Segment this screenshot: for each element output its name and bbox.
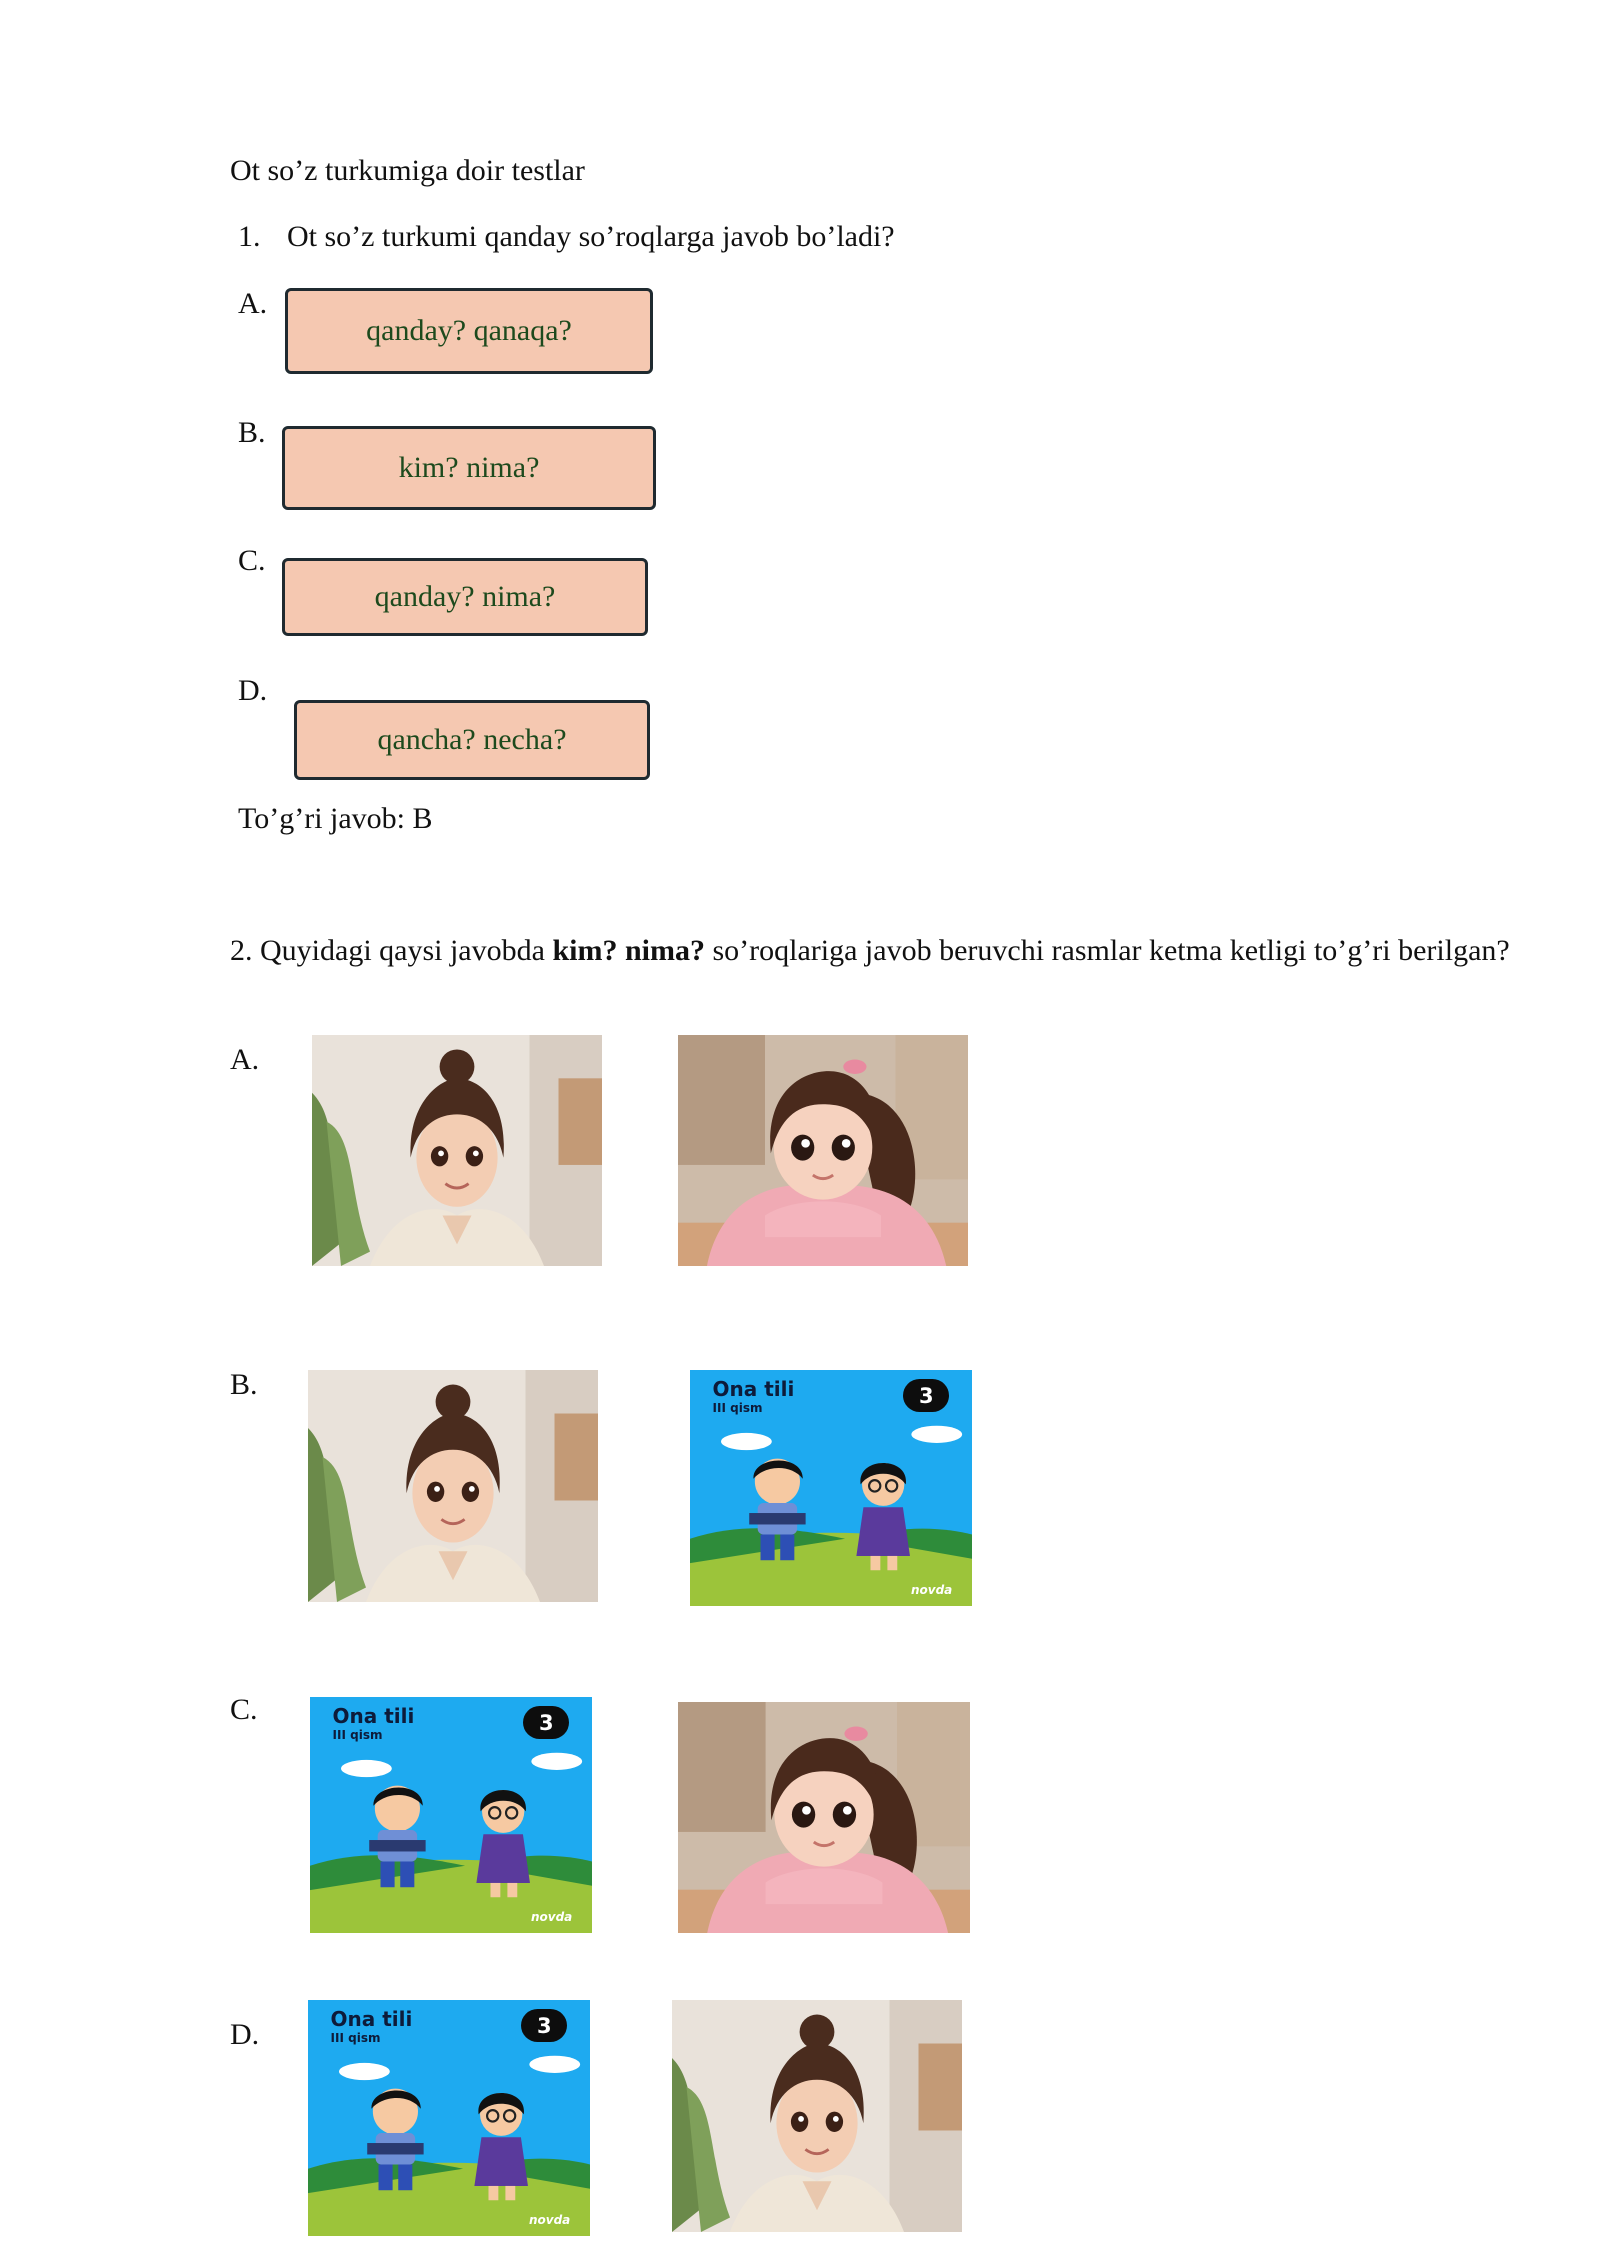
q1-option-d-box[interactable]: [294, 700, 650, 780]
q1-answer: To’g’ri javob: B: [238, 802, 433, 835]
q2-prefix: 2. Quyidagi qaysi javobda: [230, 934, 553, 967]
q1-option-c-text: qanday? nima?: [374, 580, 556, 613]
woman-illustration-icon: [308, 1370, 598, 1602]
q1-option-c-letter: C.: [238, 544, 266, 577]
q2-option-c-letter: C.: [230, 1693, 258, 1726]
q2-b-picture-2: [690, 1370, 972, 1606]
q1-option-a-letter: A.: [238, 287, 268, 320]
q2-bold: kim? nima?: [552, 934, 705, 967]
q1-option-a-text: qanday? qanaqa?: [366, 314, 572, 347]
book-cover-publisher: novda: [910, 1582, 953, 1597]
q2-d-picture-2: [672, 2000, 962, 2232]
q1-option-c-box[interactable]: [282, 558, 648, 636]
q1-option-a-box[interactable]: [285, 288, 653, 374]
woman-illustration-icon: [312, 1035, 602, 1266]
q1-number: 1.: [238, 220, 261, 253]
q2-option-d-letter: D.: [230, 2018, 260, 2051]
q1-option-b-letter: B.: [238, 416, 266, 449]
q1-option-b-box[interactable]: [282, 426, 656, 510]
q1-option-d-text: qancha? necha?: [377, 723, 567, 756]
book-cover-title: Ona tili: [330, 2007, 413, 2032]
q1-text: Ot so’z turkumi qanday so’roqlarga javob bo’ladi?: [287, 220, 895, 253]
book-cover-subtitle: III qism: [332, 1727, 383, 1742]
q2-c-picture-1: [310, 1697, 592, 1933]
book-cover-number: 3: [523, 1706, 569, 1739]
q2-a-picture-2: [678, 1035, 968, 1266]
book-cover-publisher: novda: [530, 1909, 573, 1924]
q2-d-picture-1: [308, 2000, 590, 2236]
book-cover-title: Ona tili: [712, 1377, 795, 1402]
book-cover-number: 3: [521, 2009, 567, 2042]
q2-text: [230, 930, 1530, 972]
book-cover-subtitle: III qism: [330, 2030, 381, 2045]
q2-b-picture-1: [308, 1370, 598, 1602]
book-cover-number: 3: [903, 1379, 949, 1412]
q2-c-picture-2: [678, 1702, 970, 1933]
q2-suffix: so’roqlariga javob beruvchi rasmlar ketma ketligi to’g’ri berilgan?: [704, 934, 1510, 967]
girl-illustration-icon: [678, 1035, 968, 1266]
q1-option-d-letter: D.: [238, 674, 268, 707]
q2-option-a-letter: A.: [230, 1043, 260, 1076]
q2-option-b-letter: B.: [230, 1368, 258, 1401]
q1-option-b-text: kim? nima?: [398, 451, 540, 484]
page-title: Ot so’z turkumiga doir testlar: [230, 154, 585, 187]
woman-illustration-icon: [672, 2000, 962, 2232]
q2-a-picture-1: [312, 1035, 602, 1266]
book-cover-publisher: novda: [528, 2212, 571, 2227]
girl-illustration-icon: [678, 1702, 970, 1933]
book-cover-subtitle: III qism: [712, 1400, 763, 1415]
book-cover-title: Ona tili: [332, 1704, 415, 1729]
